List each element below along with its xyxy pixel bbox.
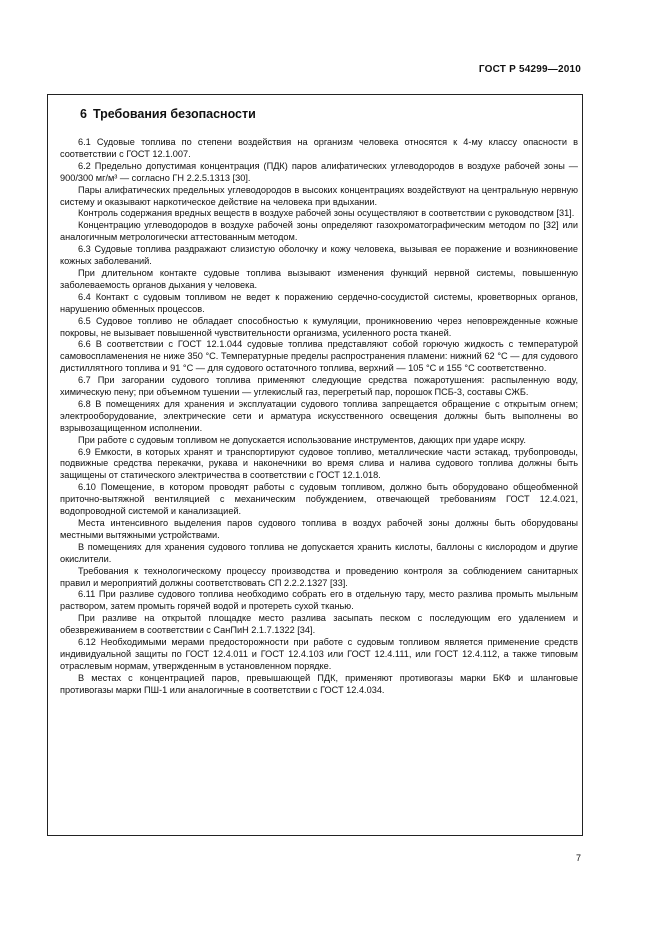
document-header: ГОСТ Р 54299—2010 <box>478 64 581 75</box>
paragraph: 6.6 В соответствии с ГОСТ 12.1.044 судовые топлива представляют собой горючую жидкость с температурой самовоспламенения не ниже 350 °С. Температурные пределы распространения пламени: нижний 62 °С — для судового дистиллятного топлива и 91 °С — для судового остаточного топлива, верхний — 105 °С и 155 °С соответственно. <box>60 339 578 374</box>
section-heading <box>80 107 256 121</box>
paragraph: Контроль содержания вредных веществ в воздухе рабочей зоны осуществляют в соответствии с руководством [31]. <box>78 208 575 219</box>
paragraph: 6.12 Необходимыми мерами предосторожности при работе с судовым топливом является применение средств индивидуальной защиты по ГОСТ 12.4.011 и ГОСТ 12.4.103 или ГОСТ 12.4.111, или ГОСТ 12.4.112, а также типовым отраслевым нормам, утвержденным в установленном порядке. <box>60 637 578 671</box>
section-number: 6 <box>80 107 87 121</box>
paragraph: 6.3 Судовые топлива раздражают слизистую оболочку и кожу человека, вызывая ее поражение и возникновение кожных заболеваний. <box>60 244 578 267</box>
section-body <box>60 137 578 697</box>
paragraph: 6.5 Судовое топливо не обладает способностью к кумуляции, проникновению через неповрежденные кожные покровы, не вызывает повышенной чувствительности организма, усиленного роста тканей. <box>60 315 578 338</box>
paragraph: Места интенсивного выделения паров судового топлива в воздух рабочей зоны должны быть оборудованы местными вытяжными устройствами. <box>60 518 578 540</box>
paragraph: 6.10 Помещение, в котором проводят работы с судовым топливом, должно быть оборудовано общеобменной приточно-вытяжной вентиляцией с механическим побуждением, отвечающей требованиям ГОСТ 12.4.021, водопроводной системой и канализацией. <box>60 482 578 517</box>
paragraph: 6.1 Судовые топлива по степени воздействия на организм человека относятся к 4-му классу опасности в соответствии с ГОСТ 12.1.007. <box>60 137 578 159</box>
paragraph: 6.7 При загорании судового топлива применяют следующие средства пожаротушения: распыленную воду, химическую пену; при объемном тушении — углекислый газ, перегретый пар, порошок ПСБ-3, составы СЖБ. <box>60 375 578 398</box>
paragraph: 6.9 Емкости, в которых хранят и транспортируют судовое топливо, металлические части эстакад, трубопроводы, подвижные средства перекачки, рукава и наконечники во время слива и налива судового топлива должны быть защищены от статического электричества в соответствии с ГОСТ 12.1.018. <box>60 446 578 481</box>
paragraph: 6.2 Предельно допустимая концентрация (ПДК) паров алифатических углеводородов в воздухе рабочей зоны — 900/300 мг/м³ — согласно ГН 2.2.5.1313 [30]. <box>60 160 578 183</box>
paragraph: 6.4 Контакт с судовым топливом не ведет к поражению сердечно-сосудистой системы, кроветворных органов, нарушению обменных процессов. <box>60 291 578 314</box>
paragraph: Требования к технологическому процессу производства и проведению контроля за соблюдением санитарных правил и мероприятий должны соответствовать СП 2.2.2.1327 [33]. <box>60 565 578 588</box>
paragraph: В местах с концентрацией паров, превышающей ПДК, применяют противогазы марки БКФ и шланговые противогазы марки ПШ-1 или аналогичные в соответствии с ГОСТ 12.4.034. <box>60 672 578 695</box>
paragraph: 6.8 В помещениях для хранения и эксплуатации судового топлива запрещается обращение с открытым огнем; электрооборудование, электрические сети и арматура искусственного освещения должны быть выполнены во взрывозащищенном исполнении. <box>60 398 578 433</box>
paragraph: 6.11 При разливе судового топлива необходимо собрать его в отдельную тару, место разлива промыть мыльным раствором, затем промыть горячей водой и протереть сухой тканью. <box>60 589 578 612</box>
page-number: 7 <box>575 853 581 863</box>
section-title: Требования безопасности <box>92 107 256 121</box>
paragraph: В помещениях для хранения судового топлива не допускается хранить кислоты, баллоны с кислородом и другие окислители. <box>60 541 578 564</box>
paragraph: Пары алифатических предельных углеводородов в высоких концентрациях воздействуют на центральную нервную систему и оказывают наркотическое действие на человека при вдыхании. <box>60 184 578 207</box>
paragraph: При разливе на открытой площадке место разлива засыпать песком с последующим его удалением и обезвреживанием в соответствии с СанПиН 2.1.7.1322 [34]. <box>60 613 578 636</box>
paragraph: Концентрацию углеводородов в воздухе рабочей зоны определяют газохроматографическим методом по [32] или аналогичным метрологически аттестованным методом. <box>60 220 578 243</box>
paragraph: При работе с судовым топливом не допускается использование инструментов, дающих при ударе искру. <box>78 434 526 445</box>
paragraph: При длительном контакте судовые топлива вызывают изменения функций нервной системы, повышенную заболеваемость органов дыхания у человека. <box>60 267 578 290</box>
